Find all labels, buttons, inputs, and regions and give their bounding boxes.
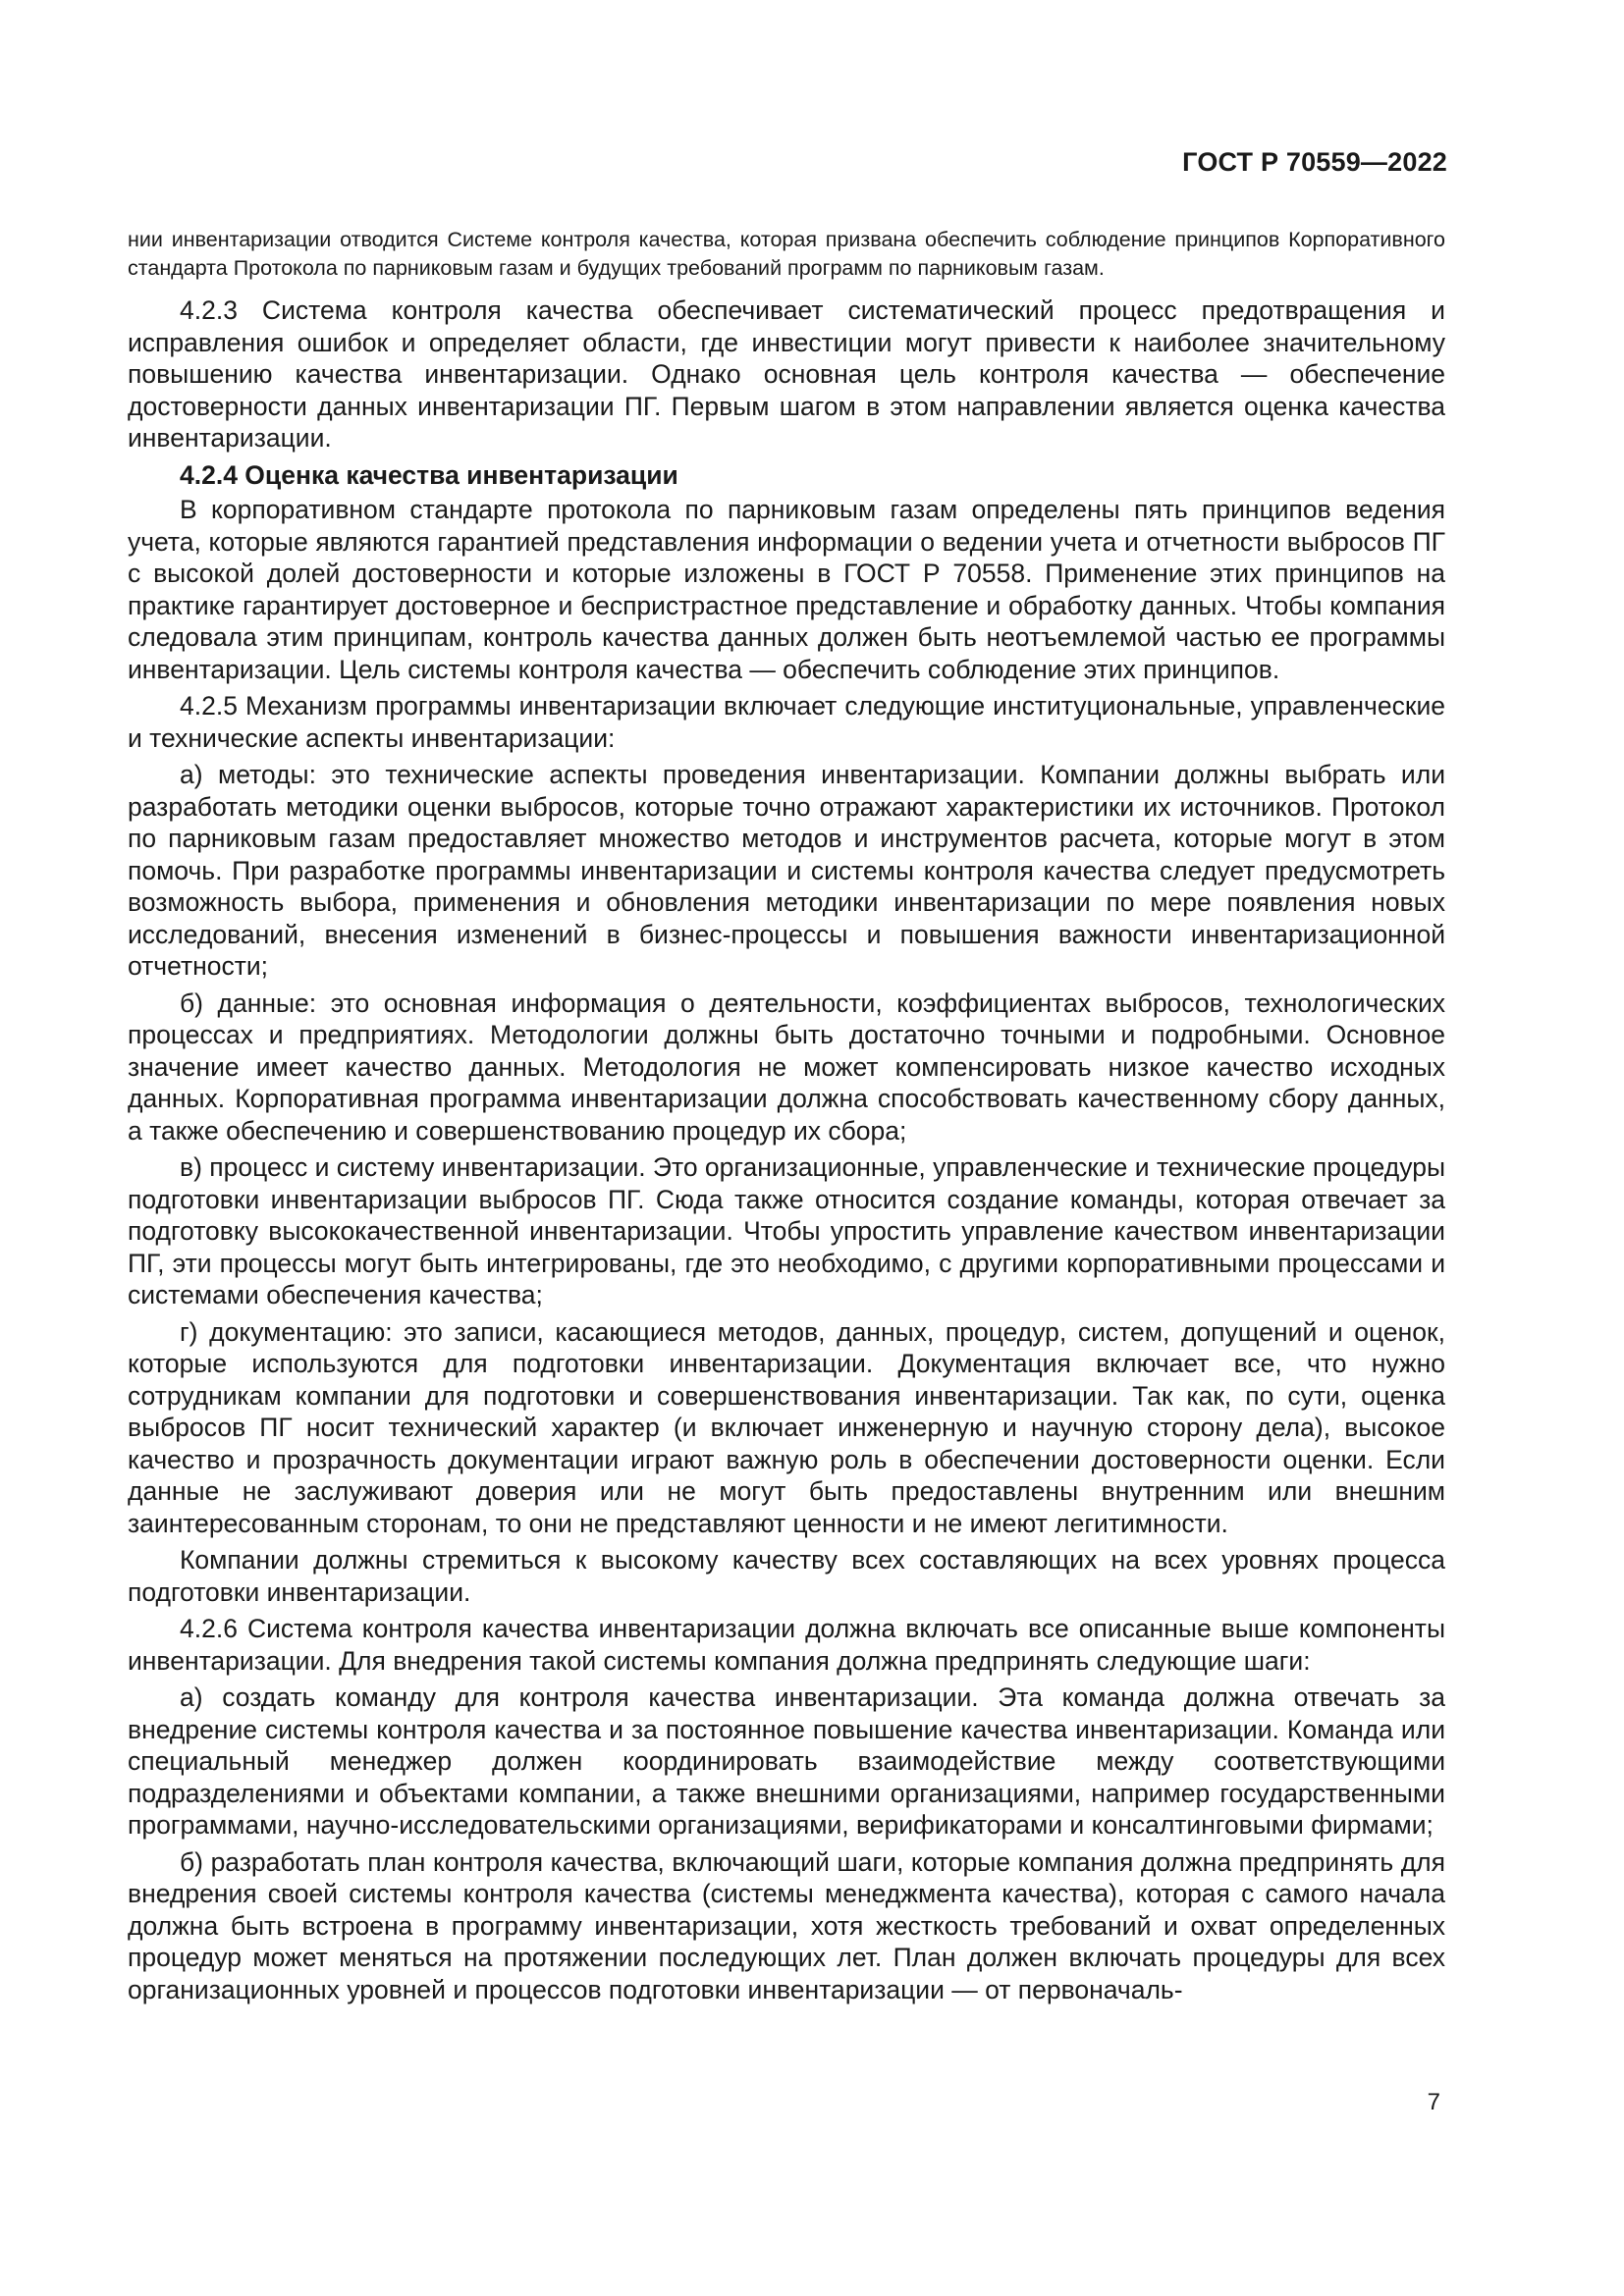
list-item-4-2-6-a: а) создать команду для контроля качества инвентаризации. Эта команда должна отвечать за внедрение системы контроля качества и за постоянное повышение качества инвентаризации. Команда или специальный менеджер должен координировать взаимодействие между соответствующими подразделениями и объектами компании, а также внешними организациями, например государственными программами, научно-исследовательскими организациями, верификаторами и консалтинговыми фирмами; [128,1682,1445,1840]
page-number: 7 [1427,2089,1440,2115]
paragraph-4-2-5-closing: Компании должны стремиться к высокому качеству всех составляющих на всех уровнях процесса подготовки инвентаризации. [128,1545,1445,1607]
document-body [128,226,1445,2010]
list-item-4-2-6-b: б) разработать план контроля качества, включающий шаги, которые компания должна предпринять для внедрения своей системы контроля качества (системы менеджмента качества), которая с самого начала должна быть встроена в программу инвентаризации, хотя жесткость требований и охват определенных процедур может меняться на протяжении последующих лет. План должен включать процедуры для всех организационных уровней и процессов подготовки инвентаризации — от первоначаль- [128,1846,1445,2004]
list-item-4-2-5-g: г) документацию: это записи, касающиеся методов, данных, процедур, систем, допущений и оценок, которые используются для подготовки инвентаризации. Документация включает все, что нужно сотрудникам компании для подготовки и совершенствования инвентаризации. Так как, по сути, оценка выбросов ПГ носит технический характер (и включает инженерную и научную сторону дела), высокое качество и прозрачность документации играют важную роль в обеспечении достоверности оценки. Если данные не заслуживают доверия или не могут быть предоставлены внутренним или внешним заинтересованным сторонам, то они не представляют ценности и не имеют легитимности. [128,1316,1445,1538]
standard-code-header: ГОСТ Р 70559—2022 [1182,147,1447,177]
paragraph-4-2-5-intro: 4.2.5 Механизм программы инвентаризации включает следующие институциональные, управленческие и технические аспекты инвентаризации: [128,691,1445,753]
paragraph-4-2-6-intro: 4.2.6 Система контроля качества инвентаризации должна включать все описанные выше компоненты инвентаризации. Для внедрения такой системы компания должна предпринять следующие шаги: [128,1614,1445,1676]
list-item-4-2-5-b: б) данные: это основная информация о деятельности, коэффициентах выбросов, технологических процессах и предприятиях. Методологии должны быть достаточно точными и подробными. Основное значение имеет качество данных. Методология не может компенсировать низкое качество исходных данных. Корпоративная программа инвентаризации должна способствовать качественному сбору данных, а также обеспечению и совершенствованию процедур их сбора; [128,988,1445,1146]
paragraph-4-2-3: 4.2.3 Система контроля качества обеспечивает систематический процесс предотвращения и исправления ошибок и определяет области, где инвестиции могут привести к наиболее значительному повышению качества инвентаризации. Однако основная цель контроля качества — обеспечение достоверности данных инвентаризации ПГ. Первым шагом в этом направлении является оценка качества инвентаризации. [128,295,1445,453]
continuation-paragraph: нии инвентаризации отводится Системе контроля качества, которая призвана обеспечить соблюдение принципов Корпоративного стандарта Протокола по парниковым газам и будущих требований программ по парниковым газам. [128,228,1445,280]
section-heading-4-2-4: 4.2.4 Оценка качества инвентаризации [180,459,678,490]
list-item-4-2-5-v: в) процесс и систему инвентаризации. Это организационные, управленческие и технические процедуры подготовки инвентаризации выбросов ПГ. Сюда также относится создание команды, которая отвечает за подготовку высококачественной инвентаризации. Чтобы упростить управление качеством инвентаризации ПГ, эти процессы могут быть интегрированы, где это необходимо, с другими корпоративными процессами и системами обеспечения качества; [128,1152,1445,1309]
paragraph-4-2-4: В корпоративном стандарте протокола по парниковым газам определены пять принципов ведения учета, которые являются гарантией представления информации о ведении учета и отчетности выбросов ПГ с высокой долей достоверности и которые изложены в ГОСТ Р 70558. Применение этих принципов на практике гарантирует достоверное и беспристрастное представление и обработку данных. Чтобы компания следовала этим принципам, контроль качества данных должен быть неотъемлемой частью ее программы инвентаризации. Цель системы контроля качества — обеспечить соблюдение этих принципов. [128,495,1445,684]
list-item-4-2-5-a: а) методы: это технические аспекты проведения инвентаризации. Компании должны выбрать или разработать методики оценки выбросов, которые точно отражают характеристики их источников. Протокол по парниковым газам предоставляет множество методов и инструментов расчета, которые могут в этом помочь. При разработке программы инвентаризации и системы контроля качества следует предусмотреть возможность выбора, применения и обновления методики инвентаризации по мере появления новых исследований, внесения изменений в бизнес-процессы и повышения важности инвентаризационной отчетности; [128,760,1445,981]
